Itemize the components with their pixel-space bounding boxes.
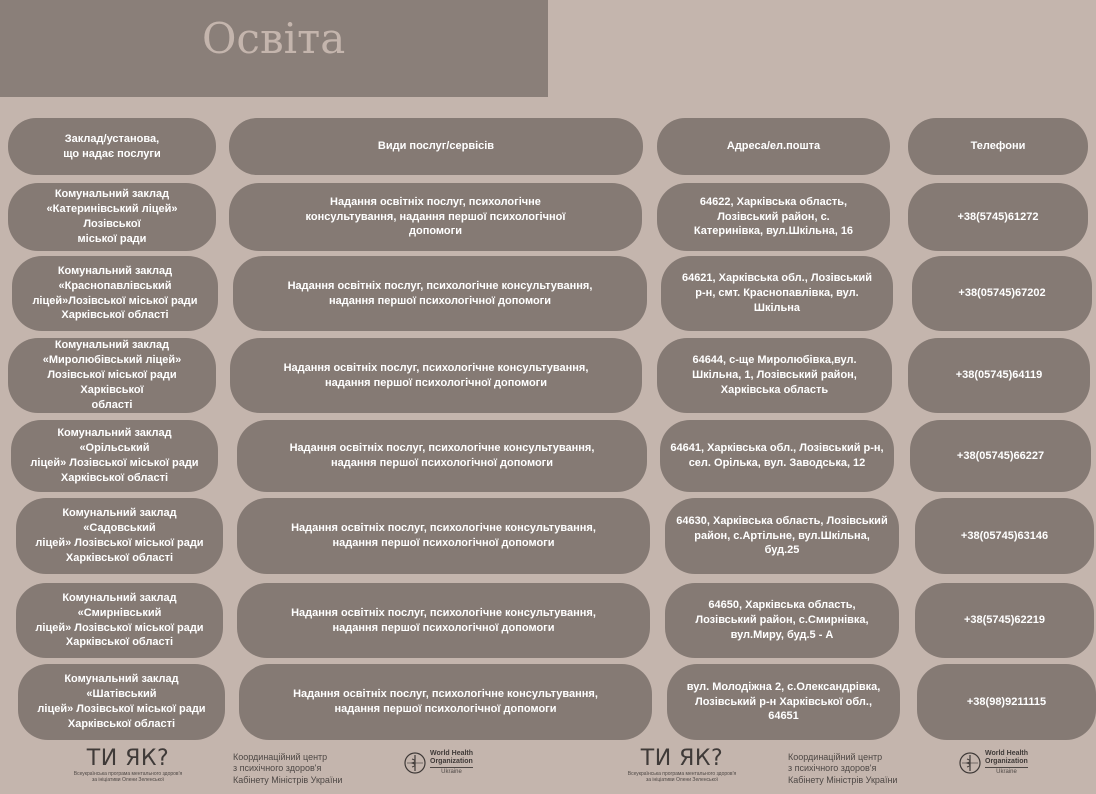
phone-cell: +38(05745)67202	[912, 256, 1092, 331]
services-cell: Надання освітніх послуг, психологічне консультування, надання першої психологічної допомоги	[237, 420, 647, 492]
brand-name: ТИ ЯК?	[640, 746, 724, 771]
address-cell: 64621, Харківська обл., Лозівський р-н, смт. Краснопавлівка, вул. Шкільна	[661, 256, 893, 331]
title-banner	[0, 0, 548, 97]
phone-cell: +38(98)9211115	[917, 664, 1096, 740]
page-title: Освіта	[202, 14, 346, 63]
who-emblem-icon	[959, 752, 981, 774]
phone-cell: +38(05745)66227	[910, 420, 1091, 492]
services-cell: Надання освітніх послуг, психологічне консультування, надання першої психологічної допомоги	[237, 583, 650, 658]
address-cell: 64622, Харківська область, Лозівський район, с. Катеринівка, вул.Шкільна, 16	[657, 183, 890, 251]
institution-cell: Комунальний заклад «Смирнівський ліцей» Лозівської міської ради Харківської області	[16, 583, 223, 658]
institution-cell: Комунальний заклад «Шатівський ліцей» Лозівської міської ради Харківської області	[18, 664, 225, 740]
who-emblem-icon	[404, 752, 426, 774]
brand-name: ТИ ЯК?	[86, 746, 170, 771]
who-name: World Health Organization	[985, 750, 1029, 765]
header-institution: Заклад/установа, що надає послуги	[8, 118, 216, 175]
institution-cell: Комунальний заклад «Краснопавлівський ліцей»Лозівської міської ради Харківської області	[12, 256, 218, 331]
address-cell: 64641, Харківська обл., Лозівський р-н, сел. Орілька, вул. Заводська, 12	[660, 420, 894, 492]
institution-cell: Комунальний заклад «Орільський ліцей» Лозівської міської ради Харківської області	[11, 420, 218, 492]
phone-cell: +38(05745)64119	[908, 338, 1090, 413]
address-cell: вул. Молодіжна 2, с.Олександрівка, Лозівський р-н Харківської обл., 64651	[667, 664, 900, 740]
brand-subtitle: Всеукраїнська програма ментального здоров'я за ініціативи Олени Зеленської	[627, 771, 737, 783]
institution-cell: Комунальний заклад «Катеринівський ліцей» Лозівської міської ради	[8, 183, 216, 251]
services-cell: Надання освітніх послуг, психологічне консультування, надання першої психологічної допомоги	[233, 256, 647, 331]
phone-cell: +38(5745)62219	[915, 583, 1094, 658]
header-address: Адреса/ел.пошта	[657, 118, 890, 175]
services-cell: Надання освітніх послуг, психологічне консультування, надання першої психологічної допомоги	[237, 498, 650, 574]
phone-cell: +38(05745)63146	[915, 498, 1094, 574]
header-phones: Телефони	[908, 118, 1088, 175]
institution-cell: Комунальний заклад «Миролюбівський ліцей» Лозівської міської ради Харківської області	[8, 338, 216, 413]
brand-logo	[622, 746, 742, 783]
coordination-center-text: Координаційний центр з психічного здоров'я Кабінету Міністрів України	[233, 752, 343, 785]
coordination-center-text: Координаційний центр з психічного здоров'я Кабінету Міністрів України	[788, 752, 898, 785]
who-logo	[404, 750, 473, 775]
who-name: World Health Organization	[430, 750, 474, 765]
header-services: Види послуг/сервісів	[229, 118, 643, 175]
address-cell: 64644, с-ще Миролюбівка,вул. Шкільна, 1, Лозівський район, Харківська область	[657, 338, 892, 413]
address-cell: 64630, Харківська область, Лозівський район, с.Артільне, вул.Шкільна, буд.25	[665, 498, 899, 574]
services-cell: Надання освітніх послуг, психологічне консультування, надання першої психологічної допомоги	[239, 664, 652, 740]
services-cell: Надання освітніх послуг, психологічне консультування, надання першої психологічної допомоги	[229, 183, 642, 251]
institution-cell: Комунальний заклад «Садовський ліцей» Лозівської міської ради Харківської області	[16, 498, 223, 574]
who-logo	[959, 750, 1028, 775]
phone-cell: +38(5745)61272	[908, 183, 1088, 251]
brand-subtitle: Всеукраїнська програма ментального здоров'я за ініціативи Олени Зеленської	[73, 771, 183, 783]
address-cell: 64650, Харківська область, Лозівський район, с.Смирнівка, вул.Миру, буд.5 - А	[665, 583, 899, 658]
brand-logo	[68, 746, 188, 783]
who-country: Ukraine	[430, 767, 473, 775]
who-country: Ukraine	[985, 767, 1028, 775]
services-cell: Надання освітніх послуг, психологічне консультування, надання першої психологічної допомоги	[230, 338, 642, 413]
